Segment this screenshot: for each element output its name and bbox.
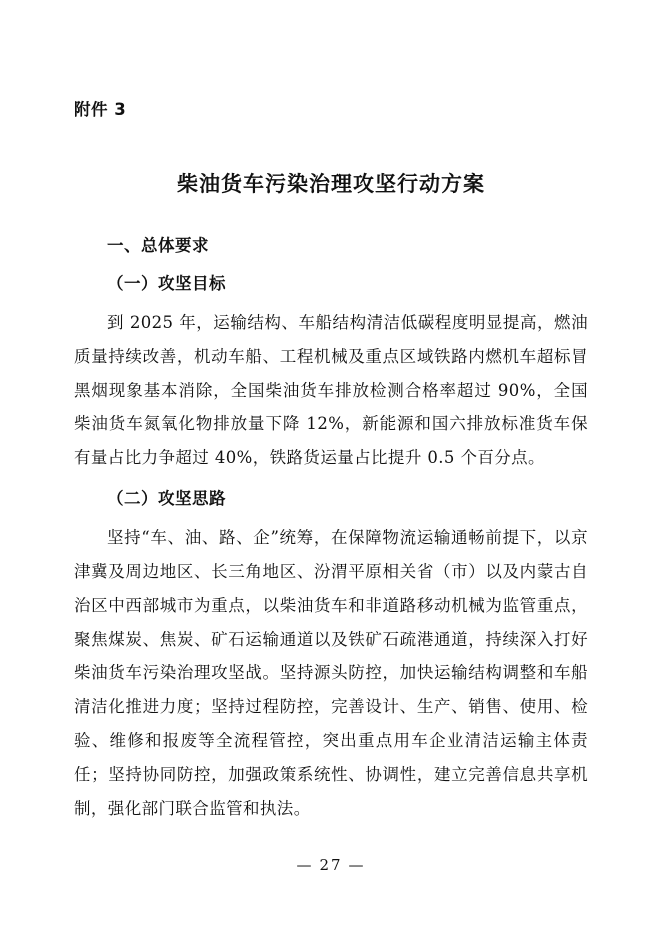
page-footer (0, 856, 662, 874)
footer-page-number: 27 (319, 856, 343, 874)
section-heading-approach: （二）攻坚思路 (107, 489, 226, 509)
paragraph-goals: 到 2025 年，运输结构、车船结构清洁低碳程度明显提高，燃油质量持续改善，机动车船、工程机械及重点区域铁路内燃机车超标冒黑烟现象基本消除，全国柴油货车排放检测合格率超过 90%，全国柴油货车氮氧化物排放量下降 12%，新能源和国六排放标准货车保有量占比力争超过 40%，铁路货运量占比提升 0.5 个百分点。 (74, 313, 588, 468)
footer-right-dash: — (348, 856, 366, 874)
page-title: 柴油货车污染治理攻坚行动方案 (177, 172, 485, 196)
section-heading-goals: （一）攻坚目标 (107, 274, 226, 293)
attachment-label: 附件 3 (74, 100, 127, 119)
paragraph-approach: 坚持“车、油、路、企”统筹，在保障物流运输通畅前提下，以京津冀及周边地区、长三角地区、汾渭平原相关省（市）以及内蒙古自治区中西部城市为重点，以柴油货车和非道路移动机械为监管重点，聚焦煤炭、焦炭、矿石运输通道以及铁矿石疏港通道，持续深入打好柴油货车污染治理攻坚战。坚持源头防控，加快运输结构调整和车船清洁化推进力度；坚持过程防控，完善设计、生产、销售、使用、检验、维修和报废等全流程管控，突出重点用车企业清洁运输主体责任；坚持协同防控，加强政策系统性、协调性，建立完善信息共享机制，强化部门联合监管和执法。 (74, 528, 588, 818)
section-heading-overall-requirements: 一、总体要求 (107, 236, 209, 255)
footer-left-dash: — (296, 856, 314, 874)
